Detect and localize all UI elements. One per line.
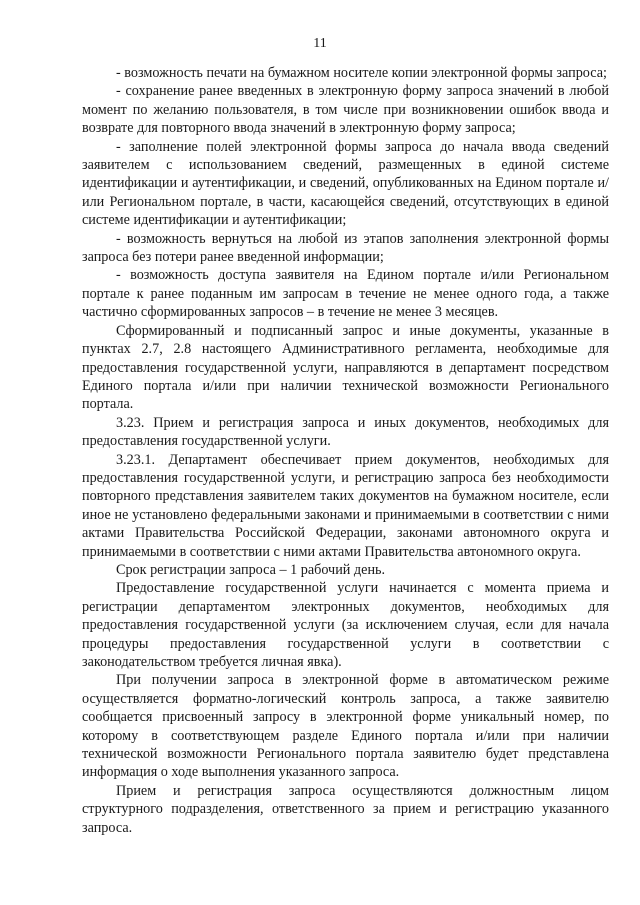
section-heading-3-23: 3.23. Прием и регистрация запроса и иных документов, необходимых для предоставления государственной услуги. — [82, 414, 609, 450]
paragraph-request-submission: Сформированный и подписанный запрос и иные документы, указанные в пунктах 2.7, 2.8 настоящего Административного регламента, необходимые для предоставления государственной услуги, направляются в департамент посредством Единого портала и/или при наличии технической возможности Регионального портала. — [82, 322, 609, 413]
paragraph-format-logic-control: При получении запроса в электронной форме в автоматическом режиме осуществляется форматно-логический контроль запроса, а также заявителю сообщается присвоенный запросу в электронной форме уникальный номер, по которому в соответствующем разделе Единого портала и/или при наличии технической возможности Регионального портала заявителю будет представлена информация о ходе выполнения указанного запроса. — [82, 672, 609, 781]
paragraph-3-23-1: 3.23.1. Департамент обеспечивает прием документов, необходимых для предоставления государственной услуги, и регистрацию запроса без необходимости повторного представления заявителем таких документов на бумажном носителе, если иное не установлено федеральными законами и принимаемыми в соответствии с ними актами Правительства Российской Федерации, законами автономного округа и принимаемыми в соответствии с ними актами Правительства автономного округа. — [82, 451, 609, 560]
paragraph-save-values: - сохранение ранее введенных в электронную форму запроса значений в любой момент по желанию пользователя, в том числе при возникновении ошибок ввода и возврате для повторного ввода значений в электронную форму запроса; — [82, 83, 609, 137]
paragraph-service-start: Предоставление государственной услуги начинается с момента приема и регистрации департаментом электронных документов, необходимых для предоставления государственной услуги (за исключением случая, если для начала процедуры предоставления государственной услуги в соответствии с законодательством требуется личная явка). — [82, 580, 609, 670]
paragraph-return-to-step: - возможность вернуться на любой из этапов заполнения электронной формы запроса без потери ранее введенной информации; — [82, 230, 609, 266]
paragraph-responsible-official: Прием и регистрация запроса осуществляются должностным лицом структурного подразделения, ответственного за прием и регистрацию указанного запроса. — [82, 782, 609, 836]
document-body — [82, 64, 609, 837]
page-number: 11 — [313, 36, 327, 51]
paragraph-registration-term: Срок регистрации запроса – 1 рабочий день. — [116, 561, 386, 578]
paragraph-print-copy: - возможность печати на бумажном носителе копии электронной формы запроса; — [116, 65, 607, 81]
paragraph-access-requests: - возможность доступа заявителя на Едином портале и/или Региональном портале к ранее поданным им запросам в течение не менее одного года, а также частично сформированных запросов – в течение не менее 3 месяцев. — [82, 267, 609, 321]
paragraph-autofill-fields: - заполнение полей электронной формы запроса до начала ввода сведений заявителем с использованием сведений, размещенных в единой системе идентификации и аутентификации, и сведений, опубликованных на Едином портале и/или Региональном портале, в части, касающейся сведений, отсутствующих в единой системе идентификации и аутентификации; — [82, 138, 609, 229]
